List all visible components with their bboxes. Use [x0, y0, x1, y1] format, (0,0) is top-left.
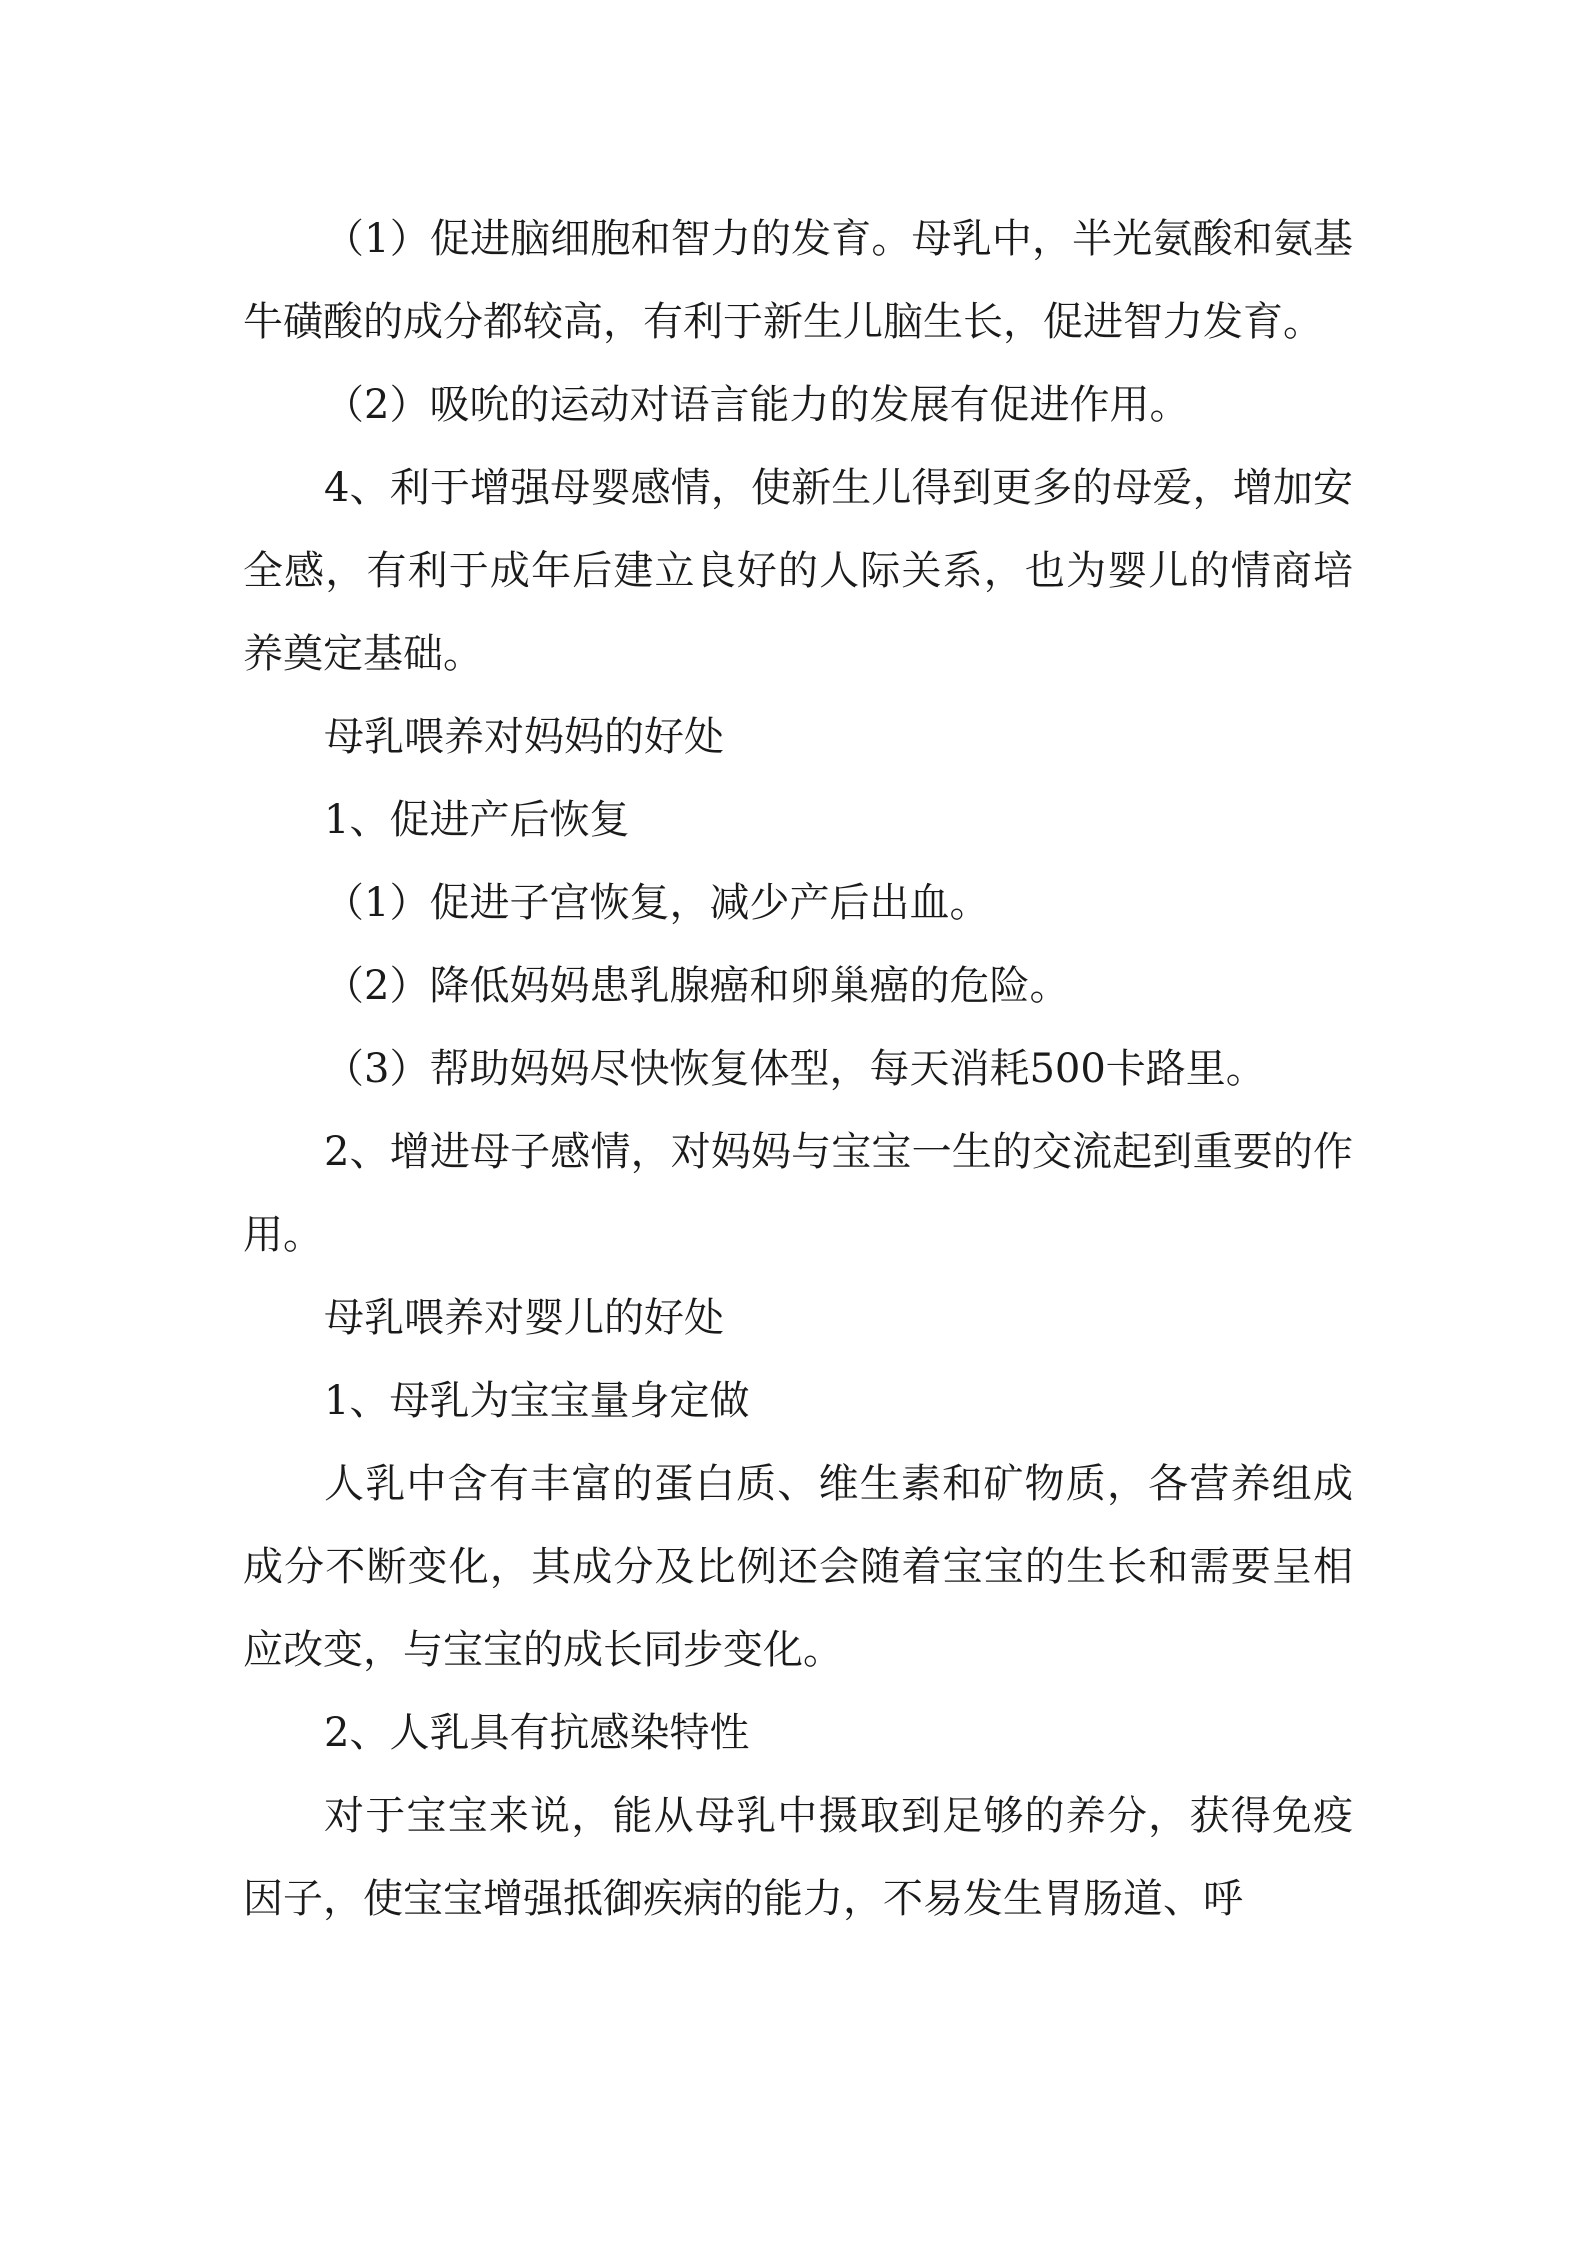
paragraph-brain-development: （1）促进脑细胞和智力的发育。母乳中，半光氨酸和氨基牛磺酸的成分都较高，有利于新生儿脑生长，促进智力发育。	[243, 216, 1353, 345]
paragraph-cancer-risk: （2）降低妈妈患乳腺癌和卵巢癌的危险。	[324, 963, 1070, 1009]
paragraph-immunity: 对于宝宝来说，能从母乳中摄取到足够的养分，获得免疫因子，使宝宝增强抵御疾病的能力，不易发生胃肠道、呼	[243, 1793, 1353, 1922]
paragraph-body-shape: （3）帮助妈妈尽快恢复体型，每天消耗500卡路里。	[324, 1046, 1266, 1092]
paragraph-sucking-language: （2）吸吮的运动对语言能力的发展有促进作用。	[324, 382, 1190, 428]
paragraph-tailored-milk: 1、母乳为宝宝量身定做	[324, 1378, 750, 1424]
heading-benefits-for-mother: 母乳喂养对妈妈的好处	[324, 714, 724, 760]
heading-benefits-for-infant: 母乳喂养对婴儿的好处	[324, 1295, 724, 1341]
paragraph-mother-child-bond: 2、增进母子感情，对妈妈与宝宝一生的交流起到重要的作用。	[243, 1129, 1353, 1258]
document-body	[243, 198, 1353, 1941]
paragraph-uterus-recovery: （1）促进子宫恢复，减少产后出血。	[324, 880, 990, 926]
paragraph-anti-infection: 2、人乳具有抗感染特性	[324, 1710, 750, 1756]
paragraph-postpartum-recovery: 1、促进产后恢复	[324, 797, 630, 843]
paragraph-mother-infant-bond: 4、利于增强母婴感情，使新生儿得到更多的母爱，增加安全感，有利于成年后建立良好的人际关系，也为婴儿的情商培养奠定基础。	[243, 465, 1353, 677]
paragraph-milk-nutrients: 人乳中含有丰富的蛋白质、维生素和矿物质，各营养组成成分不断变化，其成分及比例还会随着宝宝的生长和需要呈相应改变，与宝宝的成长同步变化。	[243, 1461, 1353, 1673]
